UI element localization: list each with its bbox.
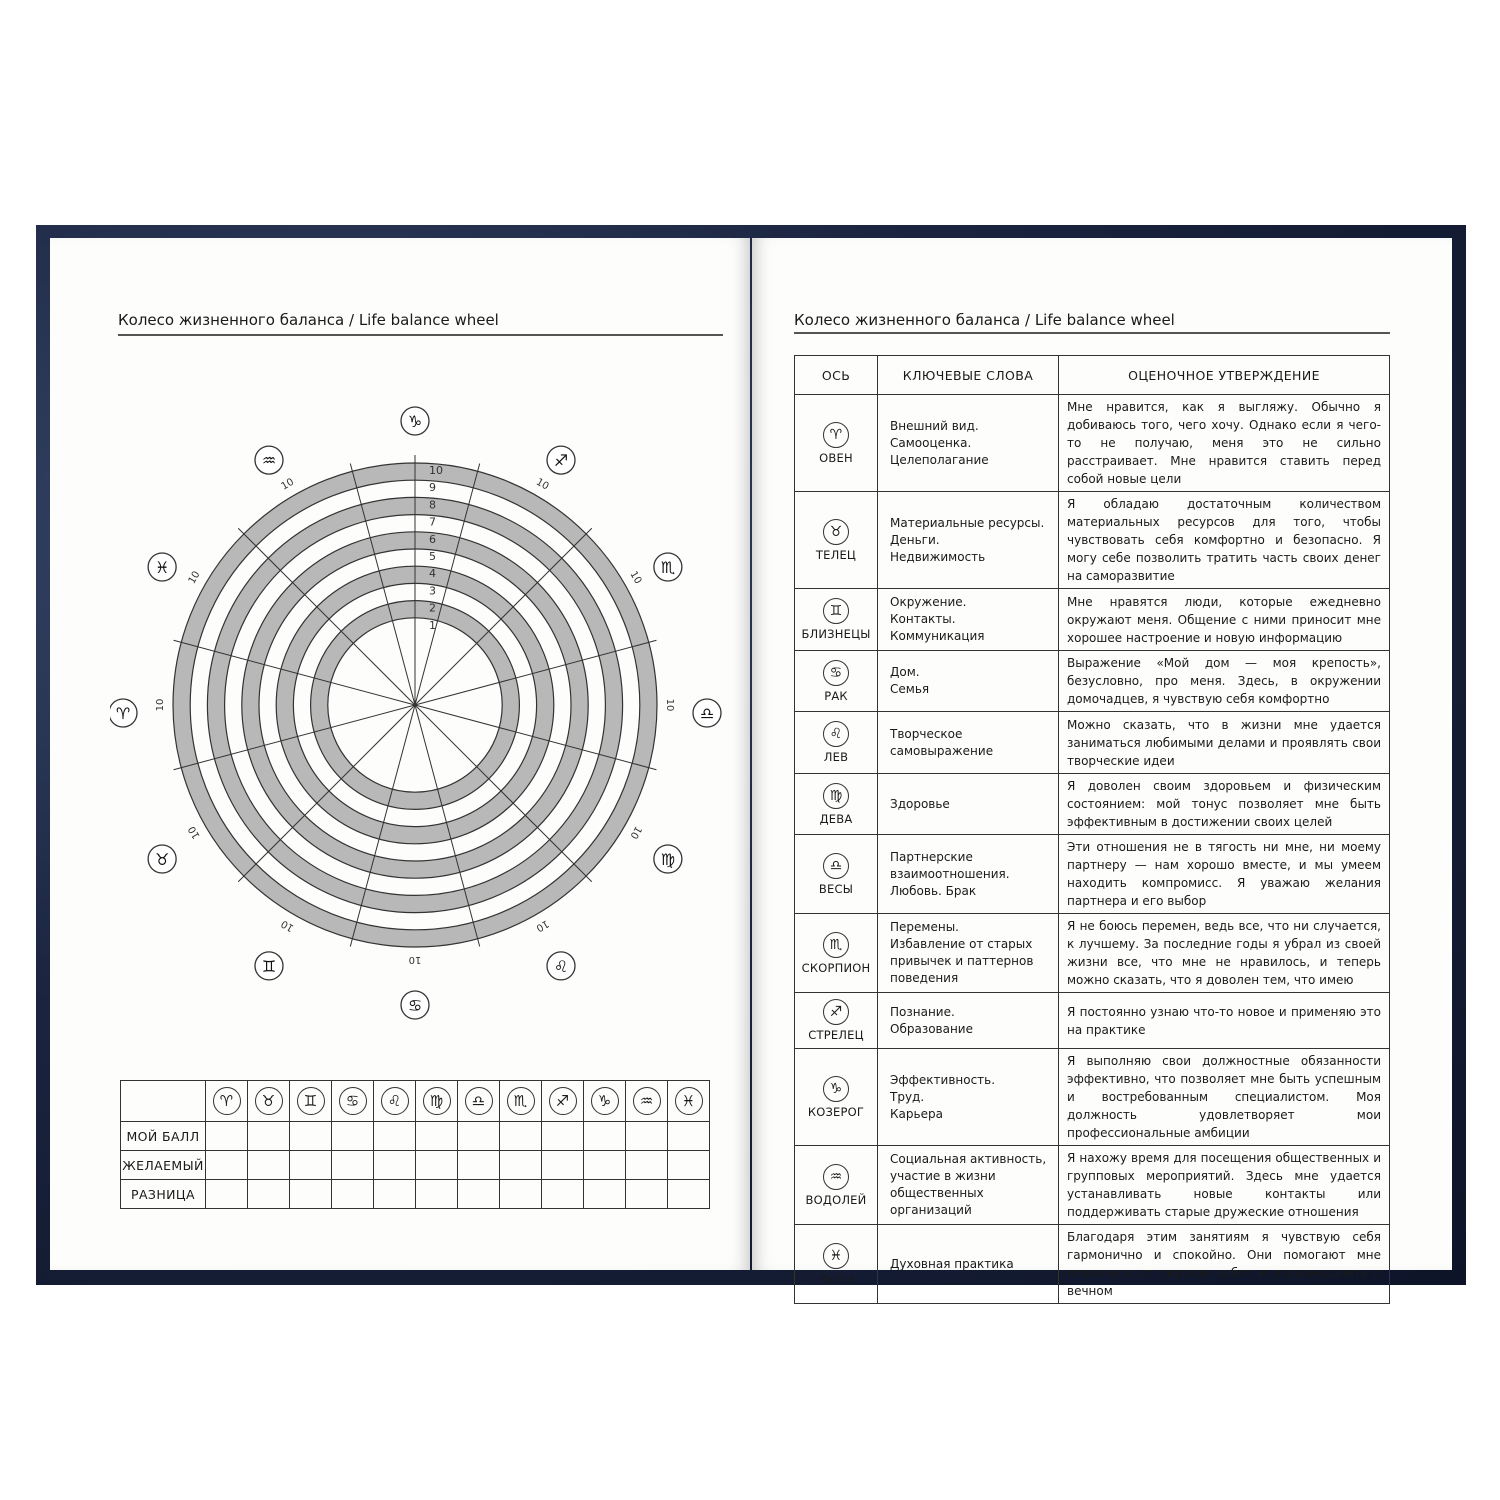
score-input-cell[interactable] (248, 1151, 290, 1180)
zodiac-sign-icon: ♌ (381, 1087, 409, 1115)
zodiac-sign-icon: ♎ (699, 704, 715, 723)
zodiac-sign-icon: ♈ (115, 704, 131, 723)
statement-cell: Я доволен своим здоровьем и физическим состоянием: мой тонус позволяет мне быть эффективным в достижении своих целей (1059, 774, 1390, 835)
score-sign-cell (374, 1081, 416, 1122)
score-sign-cell (290, 1081, 332, 1122)
keyword-line: поведения (890, 971, 959, 985)
spoke-max-label: 10 (627, 569, 644, 587)
score-input-cell[interactable] (626, 1122, 668, 1151)
keyword-line: взаимоотношения. (890, 866, 1010, 881)
keywords-cell (878, 589, 1059, 651)
zodiac-sign-icon: ♋ (339, 1087, 367, 1115)
score-input-cell[interactable] (248, 1122, 290, 1151)
zodiac-sign-icon: ♓ (675, 1087, 703, 1115)
score-corner-cell (121, 1081, 206, 1122)
keyword-line: Самооценка. (890, 435, 972, 450)
spoke-max-label: 10 (155, 698, 166, 712)
keyword-line: Деньги. (890, 532, 940, 547)
score-input-cell[interactable] (500, 1180, 542, 1209)
axis-sign-name: ВЕСЫ (818, 881, 854, 896)
axis-cell (795, 589, 878, 651)
axis-row (795, 835, 1390, 914)
statement-cell: Выражение «Мой дом — моя крепость», безусловно, про меня. Здесь, в окружении домочадцев, я чувствую себя комфортно (1059, 651, 1390, 712)
keywords-cell (878, 651, 1059, 712)
score-input-cell[interactable] (458, 1122, 500, 1151)
score-input-cell[interactable] (584, 1180, 626, 1209)
axis-row (795, 589, 1390, 651)
score-input-cell[interactable] (458, 1151, 500, 1180)
zodiac-sign-icon: ♍ (423, 1087, 451, 1115)
score-input-cell[interactable] (332, 1122, 374, 1151)
score-input-cell[interactable] (542, 1180, 584, 1209)
score-input-cell[interactable] (626, 1180, 668, 1209)
zodiac-sign-icon: ♊ (823, 598, 849, 624)
scale-label: 7 (429, 515, 436, 529)
zodiac-sign-icon: ♑ (823, 1076, 849, 1102)
keyword-line: самовыражение (890, 743, 994, 758)
zodiac-sign-icon: ♉ (255, 1087, 283, 1115)
header-title-en: Life balance wheel (358, 311, 499, 329)
keyword-line: Познание. (890, 1004, 955, 1019)
keyword-line: Внешний вид. (890, 418, 979, 433)
keyword-line: Образование (890, 1021, 973, 1036)
keyword-line: Любовь. Брак (890, 883, 977, 898)
spoke-max-label: 10 (186, 569, 203, 587)
zodiac-sign-icon: ♎ (823, 853, 849, 879)
score-input-cell[interactable] (290, 1151, 332, 1180)
score-sign-cell (332, 1081, 374, 1122)
header-title-ru: Колесо жизненного баланса (794, 311, 1021, 329)
header-separator: / (348, 311, 355, 329)
zodiac-sign-icon: ♍ (823, 783, 849, 809)
axis-sign-name: СТРЕЛЕЦ (808, 1028, 864, 1042)
zodiac-sign-icon: ♉ (823, 519, 849, 545)
zodiac-sign-icon: ♓ (154, 558, 170, 577)
zodiac-sign-icon: ♌ (553, 956, 569, 976)
axis-cell (795, 395, 878, 492)
statement-cell: Мне нравится, как я выгляжу. Обычно я добиваюсь того, чего хочу. Однако если я чего-то не получаю, меня это не сильно расстраивает. Мне нравится ставить перед собой новые цели (1059, 395, 1390, 492)
score-header-row (121, 1081, 710, 1122)
scale-label: 1 (429, 618, 436, 632)
keyword-line: Труд. (890, 1089, 925, 1104)
score-input-cell[interactable] (584, 1122, 626, 1151)
zodiac-sign-icon: ♑ (407, 412, 423, 431)
keywords-cell (878, 395, 1059, 492)
axis-sign-name: РЫБЫ (818, 1271, 854, 1286)
statement-cell: Можно сказать, что в жизни мне удается заниматься любимыми делами и проявлять свои творческие идеи (1059, 712, 1390, 774)
keyword-line: Социальная активность, (890, 1152, 1047, 1166)
axis-row (795, 1225, 1390, 1304)
zodiac-sign-icon: ♋ (823, 660, 849, 686)
score-sign-cell (626, 1081, 668, 1122)
scale-label: 4 (429, 567, 436, 581)
keywords-cell (878, 492, 1059, 589)
axis-table (794, 355, 1390, 1304)
spoke-max-label: 10 (533, 476, 551, 493)
score-sign-cell (206, 1081, 248, 1122)
keyword-line: Дом. (890, 665, 920, 679)
zodiac-sign-icon: ♈ (213, 1087, 241, 1115)
axis-sign-name: ТЕЛЕЦ (815, 547, 857, 562)
scale-label: 2 (429, 601, 436, 615)
zodiac-sign-icon: ♈ (823, 422, 849, 448)
score-input-cell[interactable] (416, 1180, 458, 1209)
axis-cell (795, 492, 878, 589)
statement-cell: Я обладаю достаточным количеством материальных ресурсов для того, чтобы чувствовать себя комфортно и безопасно. Я могу себе позволить тратить часть своих денег на саморазвитие (1059, 492, 1390, 589)
score-input-cell[interactable] (458, 1180, 500, 1209)
scale-label: 9 (429, 481, 436, 495)
axis-sign-name: БЛИЗНЕЦЫ (801, 627, 871, 641)
zodiac-sign-icon: ♍ (660, 850, 676, 869)
zodiac-sign-icon: ♌ (823, 721, 849, 747)
axis-row (795, 395, 1390, 492)
zodiac-sign-icon: ♊ (297, 1087, 325, 1115)
life-balance-wheel (110, 400, 740, 1030)
axis-row (795, 914, 1390, 993)
score-row-desired (121, 1151, 710, 1180)
axis-cell (795, 835, 878, 914)
keyword-line: Контакты. (890, 612, 956, 626)
zodiac-sign-icon: ♎ (465, 1087, 493, 1115)
keyword-line: Здоровье (890, 796, 950, 811)
statement-cell: Я постоянно узнаю что-то новое и применяю это на практике (1059, 993, 1390, 1049)
keyword-line: Окружение. (890, 595, 967, 609)
score-input-cell[interactable] (248, 1180, 290, 1209)
zodiac-sign-icon: ♏ (507, 1087, 535, 1115)
axis-cell (795, 993, 878, 1049)
score-input-cell[interactable] (206, 1180, 248, 1209)
axis-cell (795, 1225, 878, 1304)
header-rule-left (118, 334, 723, 336)
score-input-cell[interactable] (584, 1151, 626, 1180)
scale-label: 3 (429, 584, 436, 598)
score-row-my (121, 1122, 710, 1151)
keyword-line: Материальные ресурсы. (890, 515, 1045, 530)
zodiac-sign-icon: ♐ (553, 451, 569, 471)
score-input-cell[interactable] (626, 1151, 668, 1180)
spoke-max-label: 10 (627, 823, 644, 841)
header-title-ru: Колесо жизненного баланса (118, 311, 345, 329)
axis-cell (795, 712, 878, 774)
score-input-cell[interactable] (668, 1122, 710, 1151)
col-header-axis: ОСЬ (795, 356, 878, 395)
keywords-cell (878, 993, 1059, 1049)
score-input-cell[interactable] (332, 1180, 374, 1209)
axis-sign-name: ОВЕН (819, 450, 853, 465)
scale-label: 10 (429, 464, 443, 477)
zodiac-sign-icon: ♒ (261, 451, 277, 471)
score-input-cell[interactable] (206, 1122, 248, 1151)
col-header-keywords: КЛЮЧЕВЫЕ СЛОВА (878, 356, 1059, 395)
statement-cell: Мне нравятся люди, которые ежедневно окружают меня. Общение с ними приносит мне хорошее настроение и новую информацию (1059, 589, 1390, 651)
zodiac-sign-icon: ♐ (549, 1087, 577, 1115)
axis-row (795, 1049, 1390, 1146)
score-input-cell[interactable] (416, 1122, 458, 1151)
score-sign-cell (668, 1081, 710, 1122)
keyword-line: организаций (890, 1203, 972, 1217)
score-input-cell[interactable] (668, 1151, 710, 1180)
zodiac-sign-icon: ♓ (823, 1243, 849, 1269)
axis-row (795, 774, 1390, 835)
score-input-cell[interactable] (290, 1180, 332, 1209)
statement-cell: Я выполняю свои должностные обязанности эффективно, что позволяет мне быть успешным и востребованным специалистом. Моя должность удовлетворяет мои профессиональные амбиции (1059, 1049, 1390, 1146)
score-input-cell[interactable] (416, 1151, 458, 1180)
header-separator: / (1024, 311, 1031, 329)
axis-sign-name: РАК (824, 688, 848, 703)
keyword-line: Карьера (890, 1106, 943, 1121)
axis-sign-name: СКОРПИОН (801, 960, 871, 975)
keyword-line: Семья (890, 682, 930, 696)
score-input-cell[interactable] (668, 1180, 710, 1209)
score-sign-cell (500, 1081, 542, 1122)
statement-cell: Эти отношения не в тягость ни мне, ни моему партнеру — нам хорошо вместе, и мы умеем находить компромисс. Я уважаю желания партнера и его выбор (1059, 835, 1390, 914)
score-input-cell[interactable] (332, 1151, 374, 1180)
keywords-cell (878, 914, 1059, 993)
keyword-line: привычек и паттернов (890, 954, 1034, 968)
score-input-cell[interactable] (374, 1151, 416, 1180)
score-row-diff (121, 1180, 710, 1209)
spoke-max-label: 10 (664, 698, 675, 712)
zodiac-sign-icon: ♑ (591, 1087, 619, 1115)
zodiac-sign-icon: ♊ (261, 956, 277, 976)
zodiac-sign-icon: ♒ (633, 1087, 661, 1115)
score-input-cell[interactable] (374, 1122, 416, 1151)
spoke-max-label: 10 (279, 917, 297, 934)
axis-cell (795, 1146, 878, 1225)
zodiac-sign-icon: ♐ (823, 999, 849, 1025)
spoke-max-label: 10 (533, 917, 551, 934)
keywords-cell (878, 1225, 1059, 1304)
keyword-line: Творческое (890, 726, 963, 741)
keyword-line: Целеполагание (890, 452, 989, 467)
axis-row (795, 492, 1390, 589)
score-input-cell[interactable] (500, 1122, 542, 1151)
keywords-cell (878, 1146, 1059, 1225)
scale-label: 8 (429, 498, 436, 512)
score-sign-cell (584, 1081, 626, 1122)
score-row-label: РАЗНИЦА (121, 1180, 206, 1209)
keyword-line: Коммуникация (890, 629, 985, 643)
axis-sign-name: ДЕВА (819, 811, 853, 826)
zodiac-sign-icon: ♉ (154, 850, 170, 869)
axis-row (795, 651, 1390, 712)
keywords-cell (878, 835, 1059, 914)
score-input-cell[interactable] (206, 1151, 248, 1180)
axis-sign-name: КОЗЕРОГ (807, 1104, 865, 1119)
col-header-statement: ОЦЕНОЧНОЕ УТВЕРЖДЕНИЕ (1059, 356, 1390, 395)
axis-row (795, 993, 1390, 1049)
keywords-cell (878, 1049, 1059, 1146)
header-title-en: Life balance wheel (1034, 311, 1175, 329)
score-input-cell[interactable] (500, 1151, 542, 1180)
axis-table-header (795, 356, 1390, 395)
keyword-line: Духовная практика (890, 1256, 1014, 1271)
header-rule-right (794, 332, 1390, 334)
score-sign-cell (416, 1081, 458, 1122)
score-input-cell[interactable] (290, 1122, 332, 1151)
score-sign-cell (248, 1081, 290, 1122)
running-header-left (118, 311, 499, 329)
keyword-line: Недвижимость (890, 549, 986, 564)
keyword-line: Партнерские (890, 849, 973, 864)
score-sign-cell (542, 1081, 584, 1122)
score-row-label: МОЙ БАЛЛ (121, 1122, 206, 1151)
score-input-cell[interactable] (374, 1180, 416, 1209)
spoke-max-label: 10 (279, 476, 297, 493)
statement-cell: Я не боюсь перемен, ведь все, что ни случается, к лучшему. За последние годы я убрал из своей жизни все, что мне не нравилось, и теперь можно сказать, что я доволен тем, что имею (1059, 914, 1390, 993)
axis-cell (795, 774, 878, 835)
statement-cell: Благодаря этим занятиям я чувствую себя гармонично и спокойно. Они помогают мне отвлечься от мирских забот и поразмышлять о вечном (1059, 1225, 1390, 1304)
keywords-cell (878, 712, 1059, 774)
keyword-line: Перемены. (890, 920, 959, 934)
keyword-line: Избавление от старых (890, 937, 1033, 951)
running-header-right (794, 311, 1175, 329)
zodiac-sign-icon: ♏ (660, 558, 676, 577)
axis-row (795, 1146, 1390, 1225)
score-input-cell[interactable] (542, 1122, 584, 1151)
spoke-max-label: 10 (408, 954, 422, 965)
zodiac-sign-icon: ♏ (823, 932, 849, 958)
axis-cell (795, 651, 878, 712)
keyword-line: общественных (890, 1186, 984, 1200)
score-row-label: ЖЕЛАЕМЫЙ (121, 1151, 206, 1180)
keywords-cell (878, 774, 1059, 835)
axis-cell (795, 914, 878, 993)
axis-sign-name: ЛЕВ (823, 750, 849, 764)
score-input-cell[interactable] (542, 1151, 584, 1180)
scale-label: 6 (429, 532, 436, 546)
keyword-line: участие в жизни (890, 1169, 996, 1183)
score-sign-cell (458, 1081, 500, 1122)
keyword-line: Эффективность. (890, 1072, 996, 1087)
axis-sign-name: ВОДОЛЕЙ (805, 1192, 867, 1207)
score-table (120, 1080, 710, 1209)
statement-cell: Я нахожу время для посещения общественных и групповых мероприятий. Здесь мне удается устанавливать новые контакты или поддерживать старые дружеские отношения (1059, 1146, 1390, 1225)
axis-cell (795, 1049, 878, 1146)
axis-row (795, 712, 1390, 774)
zodiac-sign-icon: ♒ (823, 1164, 849, 1190)
scale-label: 5 (429, 550, 436, 563)
zodiac-sign-icon: ♋ (407, 996, 423, 1015)
spoke-max-label: 10 (186, 823, 203, 841)
